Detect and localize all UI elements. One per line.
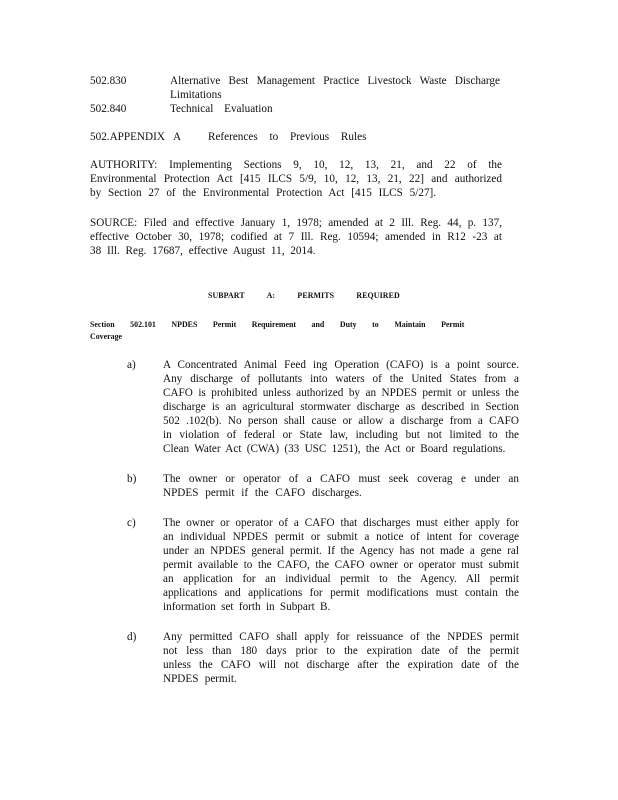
appendix-title: References to Previous Rules	[208, 131, 367, 143]
toc-entry-502-840	[90, 102, 530, 116]
toc-title-line1: Alternative Best Management Practice Livestock Waste Discharge	[170, 75, 500, 87]
toc-section-number: 502.840	[90, 103, 127, 115]
subpart-label: SUBPART	[208, 290, 245, 300]
section-title-word: Permit	[212, 319, 237, 329]
section-title-word: Maintain	[394, 319, 426, 329]
section-title-word: Requirement	[251, 319, 296, 329]
section-word: Section	[90, 319, 115, 329]
appendix-number: 502.APPENDIX	[90, 131, 165, 143]
toc-title-line1: Technical Evaluation	[170, 103, 273, 115]
authority-paragraph: AUTHORITY: Implementing Sections 9, 10, 12, 13, 21, and 22 of the Environmental Protection Act [415 ILCS 5/9, 10, 12, 13, 21, 22] and authorized by Section 27 of the Environmental Protection Act [415 ILCS 5/27].	[90, 159, 502, 199]
subpart-title-1: PERMITS	[297, 290, 335, 300]
toc-title-line2: Limitations	[170, 89, 222, 101]
subsection-label: a)	[127, 359, 136, 371]
subsection-text: The owner or operator of a CAFO that discharges must either apply for an individual NPDES permit or submit a notice of intent for coverage under an NPDES general permit. If the Agency has not made a gene ral permit available to the CAFO, the CAFO owner or operator must submit an application for an individual permit to the Agency. All permit applications and applications for permit modifications must contain the information set forth in Subpart B.	[163, 517, 519, 613]
subpart-title-2: REQUIRED	[356, 290, 400, 300]
section-title-word: Permit	[441, 319, 465, 329]
section-number: 502.101	[130, 319, 156, 329]
subpart-heading	[208, 288, 420, 302]
subsection-label: c)	[127, 517, 136, 529]
section-title-word: Duty	[339, 319, 357, 329]
subpart-letter: A:	[266, 290, 276, 300]
section-heading	[90, 318, 465, 342]
toc-section-number: 502.830	[90, 75, 127, 87]
toc-section-title	[170, 102, 350, 116]
section-heading-line1	[90, 318, 464, 330]
section-heading-line2: Coverage	[90, 331, 123, 341]
section-title-word: to	[372, 319, 379, 329]
subsection-text: Any permitted CAFO shall apply for reissuance of the NPDES permit not less than 180 days prior to the expiration date of the permit unless the CAFO will not discharge after the expiration date of the NPDES permit.	[163, 631, 519, 685]
subsection-text: The owner or operator of a CAFO must seek coverag e under an NPDES permit if the CAFO discharges.	[163, 473, 519, 499]
subsection-text: A Concentrated Animal Feed ing Operation (CAFO) is a point source. Any discharge of pollutants into waters of the United States from a CAFO is prohibited unless authorized by an NPDES permit or unless the discharge is an agricultural stormwater discharge as described in Section 502 .102(b). No person shall cause or allow a discharge from a CAFO in violation of federal or State law, including but not limited to the Clean Water Act (CWA) (33 USC 1251), the Act or Board regulations.	[163, 359, 519, 455]
toc-section-title	[170, 74, 500, 102]
source-paragraph: SOURCE: Filed and effective January 1, 1978; amended at 2 Ill. Reg. 44, p. 137, effective October 30, 1978; codified at 7 Ill. Reg. 10594; amended in R12 -23 at 38 Ill. Reg. 17687, effective August 11, 2014.	[90, 217, 502, 257]
section-title-word: NPDES	[171, 319, 198, 329]
subsection-label: b)	[127, 473, 137, 485]
section-title-word: and	[311, 319, 325, 329]
subsection-label: d)	[127, 631, 137, 643]
toc-entry-502-830	[90, 74, 530, 102]
appendix-letter: A	[173, 131, 182, 143]
